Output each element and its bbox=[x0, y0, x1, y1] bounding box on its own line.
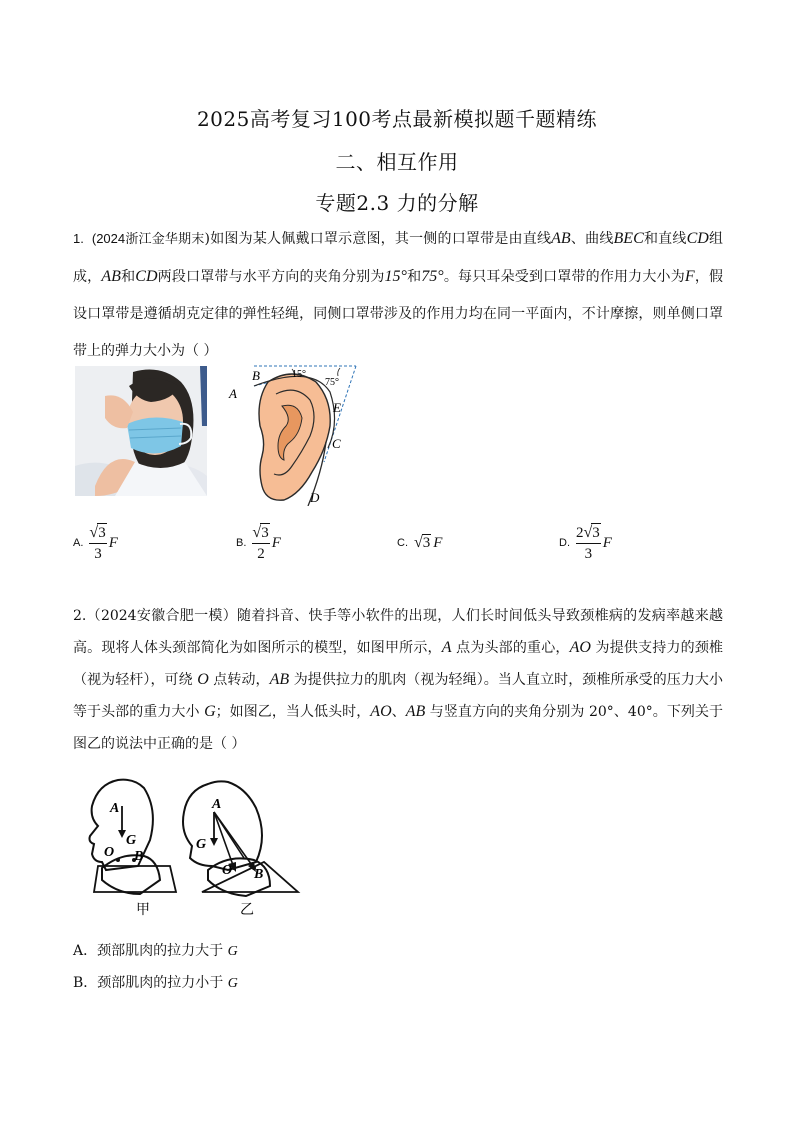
question-1-text-a: 如图为某人佩戴口罩示意图，其一侧的口罩带是由直线 bbox=[210, 231, 552, 247]
choice-a[interactable]: A. √ 3 3 F bbox=[73, 524, 118, 562]
question-2-number: 2. bbox=[73, 608, 87, 624]
choice-b[interactable]: B. √ 3 2 F bbox=[236, 524, 281, 562]
question-2-option-a[interactable]: A．颈部肌肉的拉力大于 G bbox=[73, 943, 238, 959]
question-1-choices bbox=[73, 518, 723, 568]
question-1: 1. (2024浙江金华期末)如图为某人佩戴口罩示意图，其一侧的口罩带是由直线AB、曲线BEC和直线CD组成，AB和CD两段口罩带与水平方向的夹角分别为15°和75°。每只耳朵受到口罩带的作用力大小为F，假设口罩带是遵循胡克定律的弹性轻绳，同侧口罩带涉及的作用力均在同一平面内，不计摩擦，则单侧口罩带上的弹力大小为（ ） bbox=[73, 230, 724, 359]
ear-label-b: B bbox=[252, 368, 260, 383]
left-label-a: A bbox=[110, 801, 120, 816]
question-2-option-b[interactable]: B．颈部肌肉的拉力小于 G bbox=[73, 975, 238, 991]
question-2-source: （2024安徽合肥一模） bbox=[86, 608, 238, 624]
ear-label-a: A bbox=[229, 386, 237, 401]
left-label-g: G bbox=[126, 833, 137, 848]
ear-diagram bbox=[228, 362, 362, 506]
question-1-number: 1. bbox=[73, 231, 84, 246]
ear-angle-15: 15° bbox=[292, 369, 306, 380]
ear-label-d: D bbox=[310, 490, 320, 505]
question-1-source: 2024浙江金华期末 bbox=[96, 231, 205, 246]
right-label-o: O bbox=[222, 863, 233, 878]
choice-d[interactable]: D. 2 √ 3 3 F bbox=[559, 524, 612, 562]
right-label-g: G bbox=[196, 837, 207, 852]
right-label-a: A bbox=[212, 797, 222, 812]
question-2: 2.（2024安徽合肥一模）随着抖音、快手等小软件的出现，人们长时间低头导致颈椎病的发病率越来越高。现将人体头颈部简化为如图所示的模型，如图甲所示，A 点为头部的重心，AO 为提供支持力的颈椎（视为轻杆），可绕 O 点转动，AB 为提供拉力的肌肉（视为轻绳）。当人直立时，颈椎所承受的压力大小等于头部的重力大小 G；如图乙，当人低头时，AO、AB 与竖直方向的夹角分别为 20°、40°。下列关于图乙的说法中正确的是（ ） bbox=[73, 608, 724, 752]
topic-title: 专题2.3 力的分解 bbox=[315, 191, 479, 215]
document-title: 2025高考复习100考点最新模拟题千题精练 bbox=[196, 107, 598, 131]
ear-label-c: C bbox=[332, 436, 341, 451]
head-neck-diagram bbox=[78, 770, 304, 920]
choice-c[interactable]: C. √ 3 F bbox=[397, 534, 443, 551]
caption-yi: 乙 bbox=[240, 902, 254, 918]
left-label-o: O bbox=[104, 845, 115, 860]
caption-jia: 甲 bbox=[136, 902, 150, 918]
left-label-b: B bbox=[134, 849, 144, 864]
right-label-b: B bbox=[254, 867, 264, 882]
ear-angle-75: 75° bbox=[325, 377, 339, 388]
mask-photo bbox=[75, 366, 207, 496]
chapter-title: 二、相互作用 bbox=[335, 150, 459, 174]
ear-label-e: E bbox=[333, 400, 341, 415]
